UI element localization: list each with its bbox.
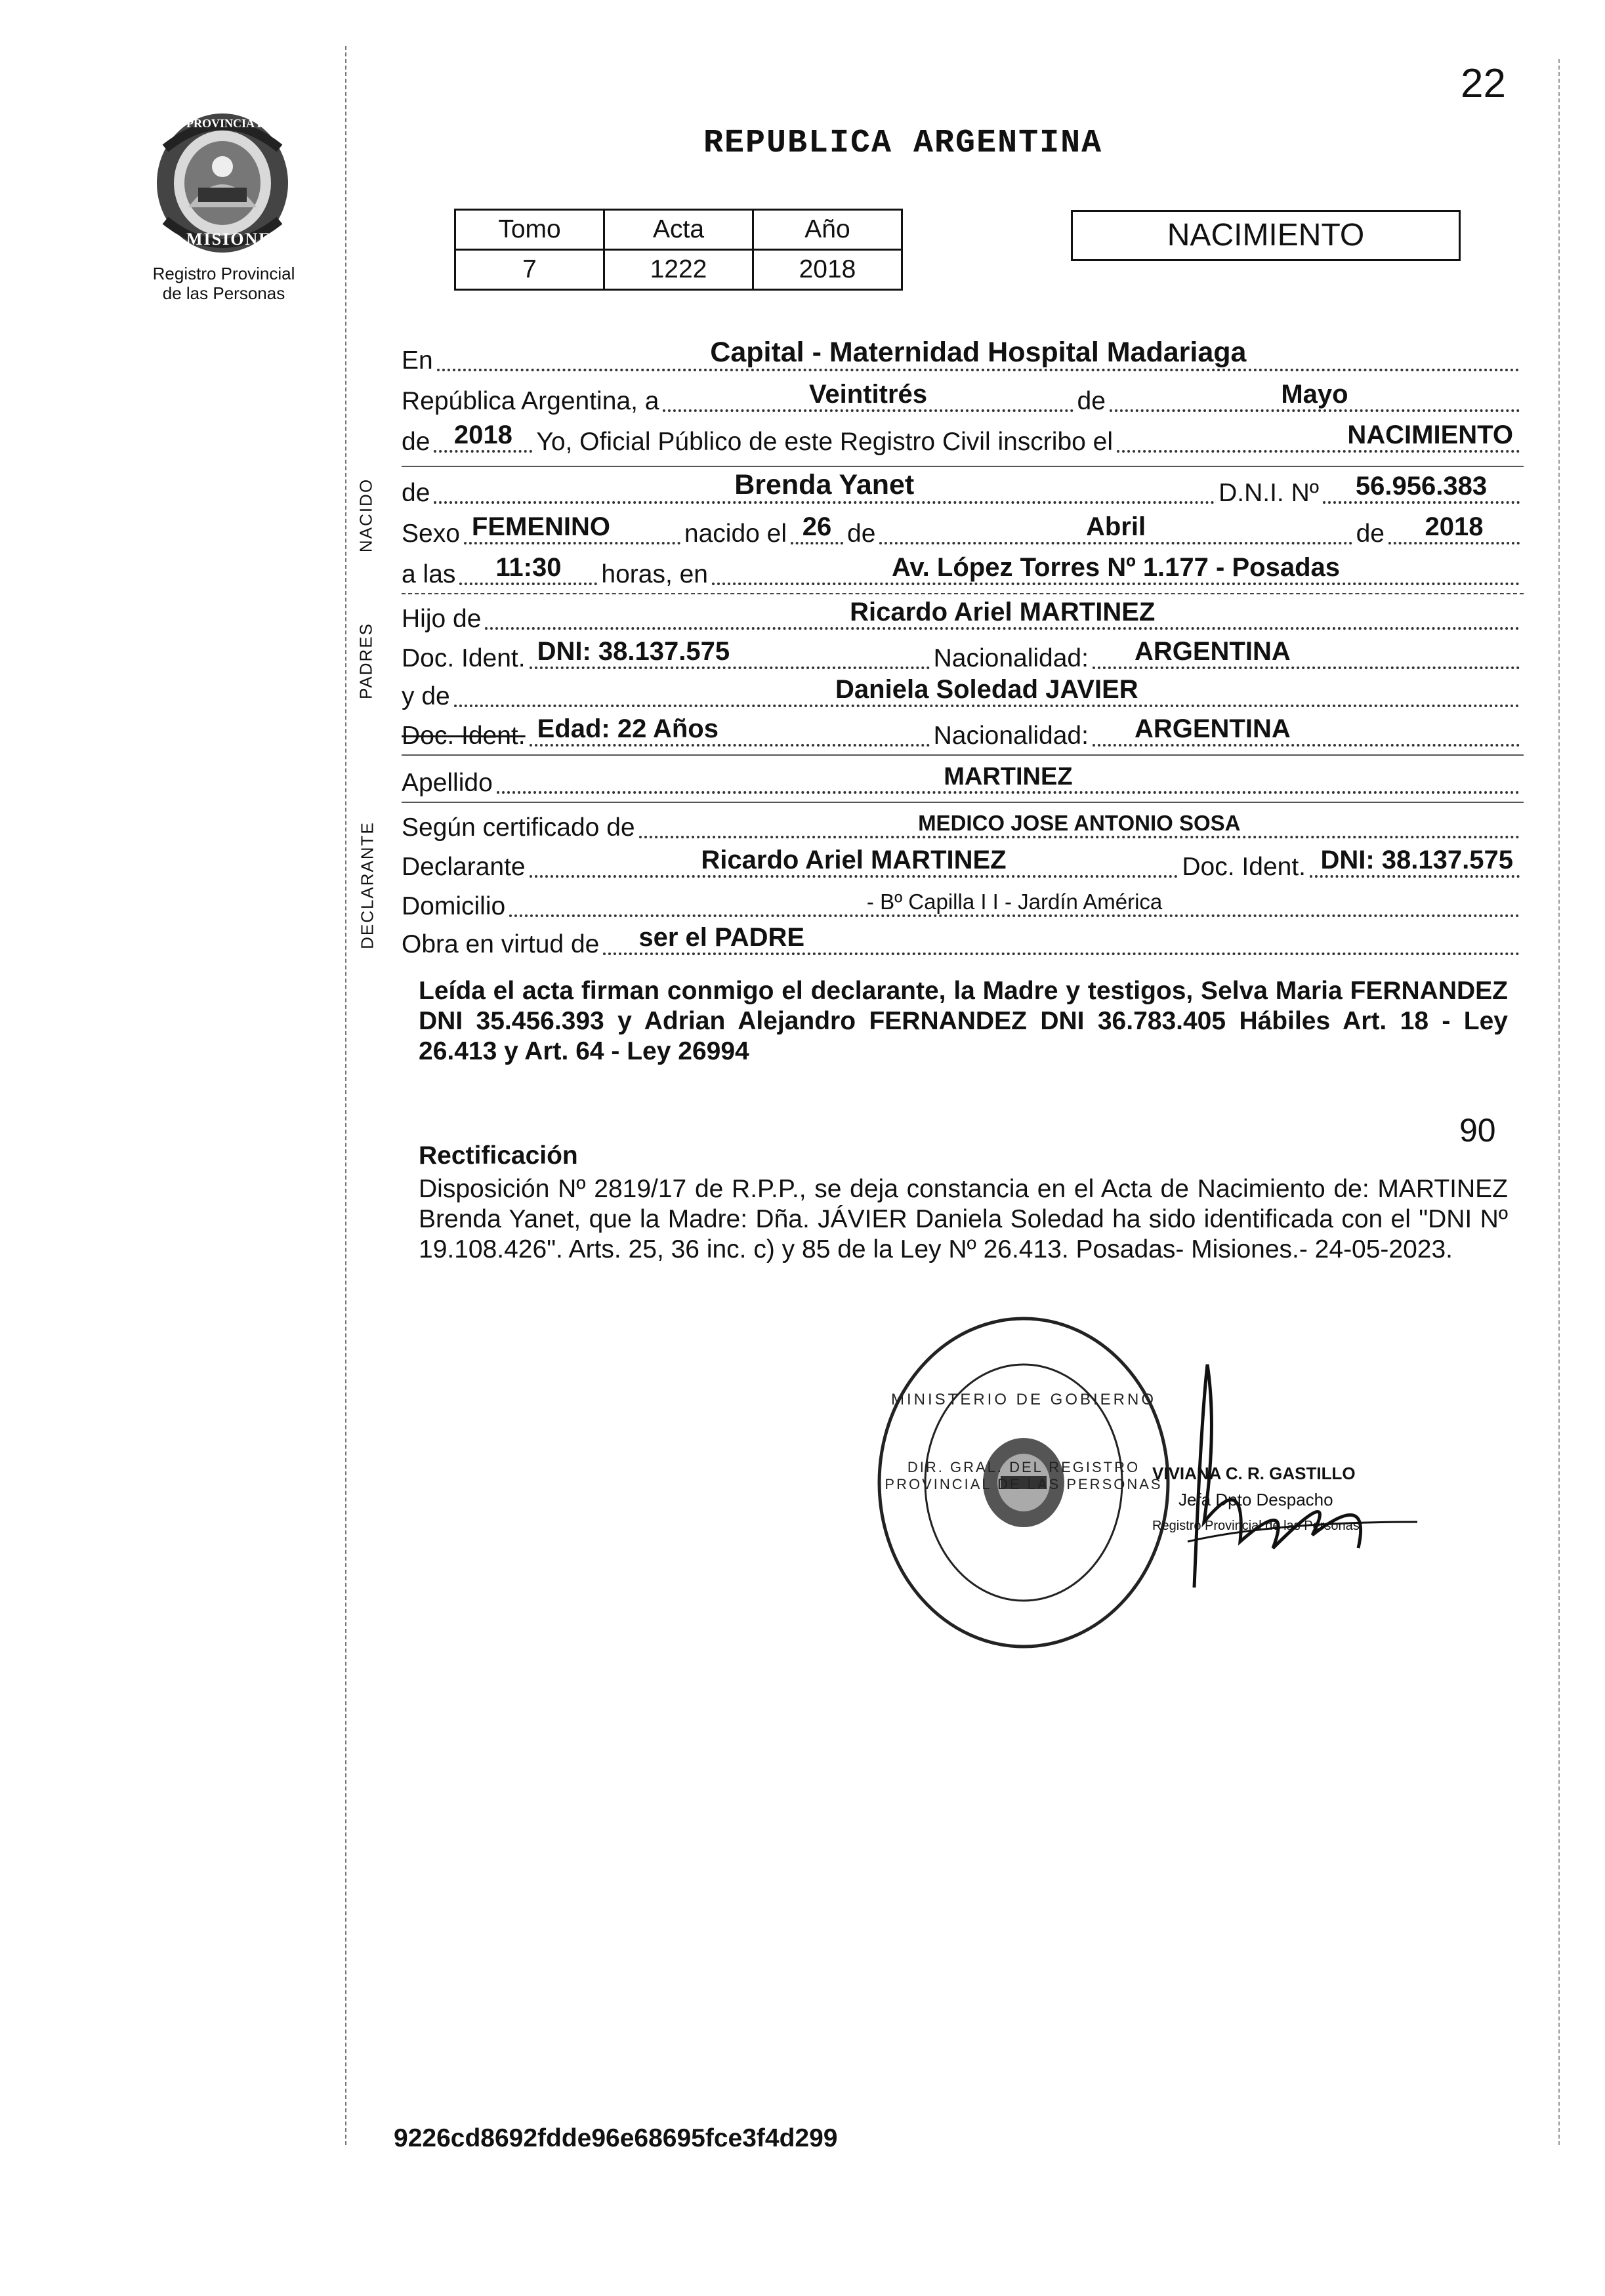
label-mother-nationality: Nacionalidad: bbox=[933, 722, 1089, 750]
fill-sexo bbox=[464, 514, 680, 548]
fill-inscribed bbox=[1117, 422, 1520, 457]
value-father-name: Ricardo Ariel MARTINEZ bbox=[847, 600, 1157, 627]
label-inscribo: Yo, Oficial Público de este Registro Civil inscribo el bbox=[536, 428, 1114, 456]
row-inscribo bbox=[402, 422, 1524, 457]
fill-certificado bbox=[639, 808, 1520, 842]
label-mother-doc-struck: Doc. Ident. bbox=[402, 722, 526, 750]
label-de-year: de bbox=[1356, 520, 1385, 548]
divider-apellido-top bbox=[402, 754, 1524, 756]
value-father-nationality: ARGENTINA bbox=[1132, 639, 1293, 666]
row-hijo-de bbox=[402, 600, 1524, 634]
right-margin-line bbox=[1558, 59, 1560, 2145]
row-father-doc bbox=[402, 639, 1524, 673]
signer-name: VIVIANA C. R. GASTILLO bbox=[1152, 1464, 1356, 1483]
section-label-padres: PADRES bbox=[356, 623, 376, 699]
signer-title: Jefa Dpto Despacho bbox=[1178, 1490, 1333, 1509]
value-birth-year: 2018 bbox=[1423, 514, 1486, 542]
header-acta: Acta bbox=[604, 210, 753, 250]
label-declarante: Declarante bbox=[402, 853, 526, 881]
value-declarante-doc: DNI: 38.137.575 bbox=[1318, 848, 1516, 875]
fill-birth-place bbox=[712, 555, 1520, 589]
fill-month bbox=[1110, 382, 1520, 416]
fill-father-doc bbox=[530, 639, 930, 673]
value-father-doc: DNI: 38.137.575 bbox=[535, 639, 733, 666]
label-nacido-el: nacido el bbox=[684, 520, 787, 548]
header-ano: Año bbox=[753, 210, 902, 250]
value-mother-doc: Edad: 22 Años bbox=[535, 716, 721, 744]
label-y-de: y de bbox=[402, 682, 450, 710]
provincial-seal bbox=[152, 109, 293, 257]
row-mother-doc bbox=[402, 716, 1524, 750]
fill-domicilio bbox=[509, 887, 1520, 921]
label-en: En bbox=[402, 346, 433, 375]
footer-hash: 9226cd8692fdde96e68695fce3f4d299 bbox=[394, 2124, 838, 2152]
rectificacion-body: Disposición Nº 2819/17 de R.P.P., se deja constancia en el Acta de Nacimiento de: MARTINEZ Brenda Yanet, que la Madre: Dña. JÁVIER Daniela Soledad ha sido identificada con el "DNI Nº 19.108.426". Arts. 25, 36 inc. c) y 85 de la Ley Nº 26.413. Posadas- Misiones.- 24-05-2023. bbox=[419, 1175, 1508, 1263]
value-place: Capital - Maternidad Hospital Madariaga bbox=[707, 341, 1249, 369]
label-hijo-de: Hijo de bbox=[402, 605, 482, 633]
fill-birth-year bbox=[1388, 514, 1520, 548]
value-acta: 1222 bbox=[604, 250, 753, 290]
label-obra: Obra en virtud de bbox=[402, 930, 600, 958]
act-type-box: NACIMIENTO bbox=[1071, 210, 1461, 261]
header-tomo: Tomo bbox=[455, 210, 604, 250]
rectificacion-title: Rectificación bbox=[419, 1141, 578, 1170]
fill-birth-time bbox=[459, 555, 597, 589]
country-title: REPUBLICA ARGENTINA bbox=[703, 125, 1103, 162]
fill-mother-doc bbox=[530, 716, 930, 750]
row-apellido bbox=[402, 764, 1524, 798]
value-declarante: Ricardo Ariel MARTINEZ bbox=[698, 848, 1009, 875]
seal-text-top: PROVINCIA DE bbox=[186, 117, 274, 130]
signer-block bbox=[1152, 1460, 1428, 1539]
value-year: 2018 bbox=[451, 422, 515, 450]
fill-father-nationality bbox=[1093, 639, 1520, 673]
value-month: Mayo bbox=[1278, 382, 1350, 409]
value-apellido: MARTINEZ bbox=[941, 764, 1075, 791]
record-table bbox=[454, 209, 903, 291]
fill-declarante-doc bbox=[1310, 848, 1520, 882]
label-de: de bbox=[1077, 387, 1106, 415]
label-father-doc: Doc. Ident. bbox=[402, 644, 526, 672]
value-mother-name: Daniela Soledad JAVIER bbox=[833, 677, 1141, 705]
divider-declarante-top bbox=[402, 802, 1524, 803]
fill-birth-day bbox=[791, 514, 843, 548]
label-sexo: Sexo bbox=[402, 520, 460, 548]
fill-child-dni bbox=[1323, 474, 1520, 508]
fill-day bbox=[663, 382, 1073, 416]
fill-mother-nationality bbox=[1093, 716, 1520, 750]
record-table-header bbox=[455, 210, 902, 250]
registry-line-1: Registro Provincial bbox=[152, 264, 295, 283]
row-nacido-hora bbox=[402, 555, 1524, 589]
row-certificado bbox=[402, 808, 1524, 842]
registry-name bbox=[129, 264, 319, 303]
fill-obra bbox=[603, 925, 1520, 959]
label-dni: D.N.I. Nº bbox=[1219, 479, 1319, 507]
section-label-nacido: NACIDO bbox=[356, 478, 376, 553]
value-domicilio: - Bº Capilla I I - Jardín América bbox=[864, 890, 1165, 914]
official-stamp bbox=[873, 1312, 1175, 1653]
value-child-name: Brenda Yanet bbox=[732, 474, 917, 501]
signer-office: Registro Provincial de las Personas bbox=[1152, 1519, 1360, 1533]
divider-nacido-top bbox=[402, 466, 1524, 467]
fill-birth-month bbox=[879, 514, 1352, 548]
fill-year bbox=[434, 422, 532, 457]
row-obra bbox=[402, 925, 1524, 959]
row-nacido-name bbox=[402, 474, 1524, 508]
divider-padres-top bbox=[402, 593, 1524, 594]
value-birth-day: 26 bbox=[800, 514, 835, 542]
label-a-las: a las bbox=[402, 560, 456, 588]
registry-line-2: de las Personas bbox=[162, 283, 285, 303]
record-table-values bbox=[455, 250, 902, 290]
value-child-dni: 56.956.383 bbox=[1353, 474, 1490, 501]
label-de-2: de bbox=[402, 428, 430, 456]
label-horas-en: horas, en bbox=[601, 560, 708, 588]
value-certificado: MEDICO JOSE ANTONIO SOSA bbox=[915, 811, 1243, 836]
stamp-ring-text: DIR. GRAL. DEL REGISTRO PROVINCIAL DE LAS PERSONAS bbox=[885, 1459, 1163, 1492]
label-apellido: Apellido bbox=[402, 769, 493, 797]
row-nacido-sexo bbox=[402, 514, 1524, 548]
label-father-nationality: Nacionalidad: bbox=[933, 644, 1089, 672]
label-certificado: Según certificado de bbox=[402, 813, 635, 842]
label-domicilio: Domicilio bbox=[402, 892, 506, 920]
stamp-inner-text: MINISTERIO DE GOBIERNO bbox=[890, 1391, 1157, 1408]
row-y-de bbox=[402, 677, 1524, 711]
value-birth-place: Av. López Torres Nº 1.177 - Posadas bbox=[889, 555, 1343, 583]
value-obra: ser el PADRE bbox=[636, 925, 807, 953]
left-margin-line bbox=[345, 46, 346, 2145]
value-sexo: FEMENINO bbox=[469, 514, 613, 542]
fill-place bbox=[437, 341, 1520, 375]
seal-text-bottom: MISIONES bbox=[186, 230, 283, 249]
fill-father-name bbox=[485, 600, 1520, 634]
value-birth-time: 11:30 bbox=[493, 555, 564, 583]
label-de-nacido: de bbox=[402, 479, 430, 507]
fill-child-name bbox=[434, 474, 1215, 508]
note-number: 90 bbox=[1459, 1112, 1496, 1149]
label-republica: República Argentina, a bbox=[402, 387, 659, 415]
value-day-words: Veintitrés bbox=[806, 382, 930, 409]
fill-mother-name bbox=[454, 677, 1520, 711]
value-inscribed-type: NACIMIENTO bbox=[1344, 422, 1516, 450]
fill-apellido bbox=[497, 764, 1520, 798]
value-tomo: 7 bbox=[455, 250, 604, 290]
fill-declarante bbox=[530, 848, 1178, 882]
closing-text: Leída el acta firman conmigo el declarante, la Madre y testigos, Selva Maria FERNANDEZ DNI 35.456.393 y Adrian Alejandro FERNANDEZ DNI 36.783.405 Hábiles Art. 18 - Ley 26.413 y Art. 64 - Ley 26994 bbox=[419, 977, 1508, 1065]
label-declarante-doc: Doc. Ident. bbox=[1182, 853, 1306, 881]
value-ano: 2018 bbox=[753, 250, 902, 290]
label-de-month: de bbox=[847, 520, 876, 548]
row-domicilio bbox=[402, 887, 1524, 921]
value-birth-month: Abril bbox=[1083, 514, 1148, 542]
row-declarante bbox=[402, 848, 1524, 882]
section-label-declarante: DECLARANTE bbox=[357, 821, 377, 949]
value-mother-nationality: ARGENTINA bbox=[1132, 716, 1293, 744]
page-number: 22 bbox=[1461, 61, 1506, 106]
row-republica bbox=[402, 382, 1524, 416]
row-en bbox=[402, 341, 1524, 375]
